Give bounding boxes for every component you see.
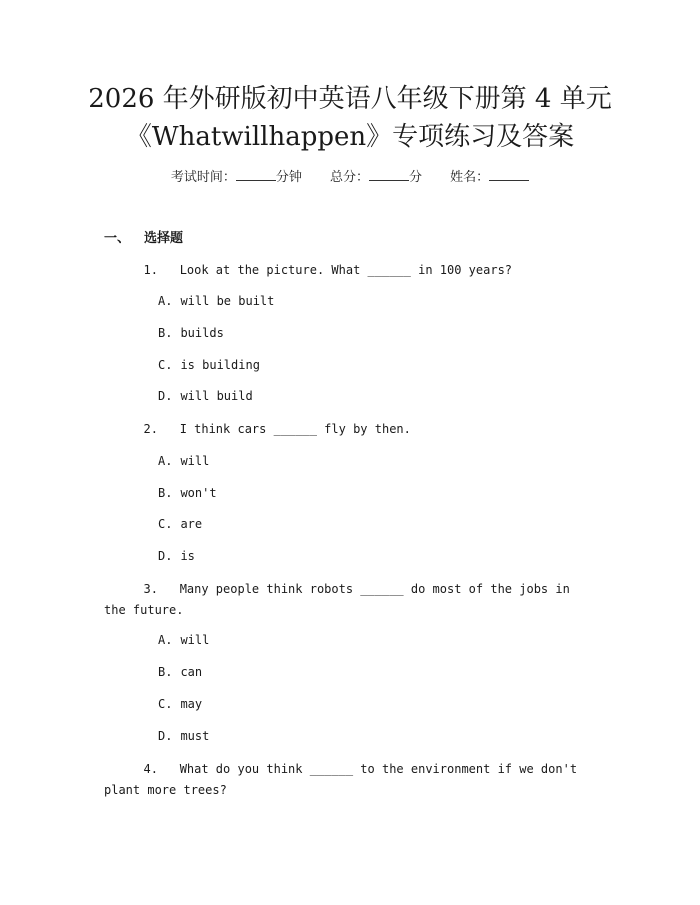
question-number: 3. [143, 582, 158, 596]
option-letter: A. [158, 294, 173, 308]
option[interactable] [158, 695, 202, 713]
option-letter: C. [158, 517, 173, 531]
option[interactable] [158, 387, 253, 405]
section-heading [104, 230, 183, 248]
exam-time-unit: 分钟 [275, 170, 302, 185]
exam-score-unit: 分 [409, 170, 423, 185]
question-text: Look at the picture. What ______ in 100 years? [179, 263, 513, 277]
question-number: 1. [143, 263, 158, 277]
question-number: 4. [143, 762, 158, 776]
option-letter: C. [158, 358, 173, 372]
question-text: I think cars ______ fly by then. [179, 422, 411, 436]
option-text: is [180, 549, 195, 563]
option-text: builds [180, 326, 224, 340]
option[interactable] [158, 631, 209, 649]
option-letter: A. [158, 454, 173, 468]
option-text: won't [180, 486, 217, 500]
option-letter: A. [158, 633, 173, 647]
option-letter: B. [158, 326, 173, 340]
option-text: will be built [180, 294, 275, 308]
exam-info [0, 168, 700, 187]
section-title: 选择题 [144, 231, 184, 246]
option-letter: B. [158, 486, 173, 500]
option-text: will build [180, 389, 253, 403]
page-title-line-2: 《Whatwillhappen》专项练习及答案 [125, 122, 575, 152]
exam-name-label: 姓名： [450, 170, 490, 185]
section-number: 一、 [104, 231, 131, 246]
exam-score-blank [369, 168, 409, 181]
option-text: may [180, 697, 203, 711]
page-title-line-1: 2026 年外研版初中英语八年级下册第 4 单元 [88, 84, 612, 114]
question-2 [104, 419, 584, 440]
option-text: are [180, 517, 203, 531]
exam-name-blank [489, 168, 529, 181]
option-letter: D. [158, 549, 173, 563]
option[interactable] [158, 727, 209, 745]
question-text: Many people think robots ______ do most of the jobs in the future. [104, 582, 570, 617]
option[interactable] [158, 515, 202, 533]
question-number: 2. [143, 422, 158, 436]
option-text: will [180, 454, 210, 468]
option-text: is building [180, 358, 260, 372]
exam-score [330, 170, 426, 185]
option-letter: B. [158, 665, 173, 679]
option-letter: C. [158, 697, 173, 711]
exam-time [171, 170, 306, 185]
option-text: must [180, 729, 210, 743]
option[interactable] [158, 452, 209, 470]
exam-name [450, 170, 529, 185]
exam-score-label: 总分： [329, 170, 369, 185]
question-4 [104, 759, 584, 801]
option[interactable] [158, 356, 260, 374]
exam-time-blank [236, 168, 276, 181]
option[interactable] [158, 484, 217, 502]
option-text: can [180, 665, 203, 679]
option[interactable] [158, 324, 224, 342]
option-letter: D. [158, 729, 173, 743]
option[interactable] [158, 663, 202, 681]
exam-time-label: 考试时间： [170, 170, 236, 185]
option-text: will [180, 633, 210, 647]
option[interactable] [158, 292, 274, 310]
question-3 [104, 579, 584, 621]
option-letter: D. [158, 389, 173, 403]
question-1 [104, 260, 584, 281]
question-text: What do you think ______ to the environment if we don't plant more trees? [104, 762, 578, 797]
option[interactable] [158, 547, 195, 565]
